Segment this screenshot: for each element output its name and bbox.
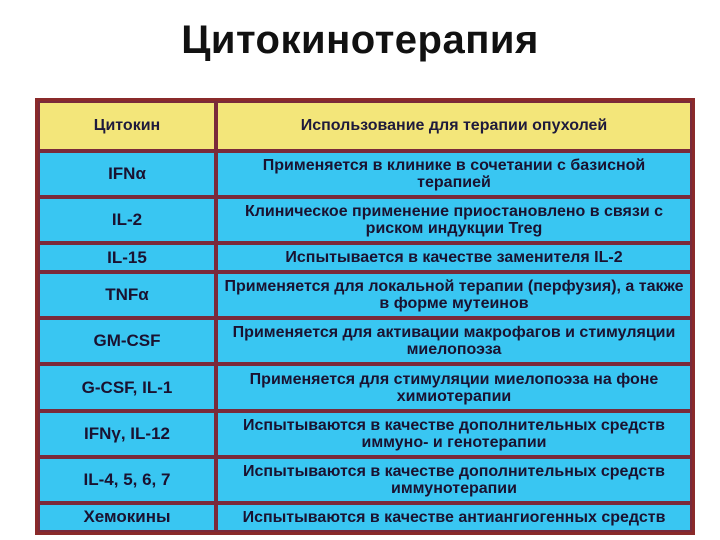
- cytokine-cell: TNFα: [38, 272, 216, 318]
- header-use: Использование для терапии опухолей: [216, 101, 692, 151]
- use-cell: Применяется в клинике в сочетании с базисной терапией: [216, 151, 692, 197]
- use-cell: Испытываются в качестве дополнительных средств иммунотерапии: [216, 457, 692, 503]
- use-cell: Применяется для локальной терапии (перфузия), а также в форме мутеинов: [216, 272, 692, 318]
- table-row: [38, 411, 692, 457]
- use-cell: Клиническое применение приостановлено в связи с риском индукции Treg: [216, 197, 692, 243]
- cytokine-table-frame: [35, 98, 695, 535]
- page-title: Цитокинотерапия: [181, 18, 539, 62]
- use-cell: Применяется для стимуляции миелопоэза на фоне химиотерапии: [216, 364, 692, 410]
- cytokine-cell: IFNγ, IL-12: [38, 411, 216, 457]
- table-row: [38, 151, 692, 197]
- cytokine-cell: IL-4, 5, 6, 7: [38, 457, 216, 503]
- table-row: [38, 197, 692, 243]
- table-row: [38, 318, 692, 364]
- table-header-row: [38, 101, 692, 151]
- cytokine-cell: GM-CSF: [38, 318, 216, 364]
- cytokine-cell: IFNα: [38, 151, 216, 197]
- cytokine-cell: IL-2: [38, 197, 216, 243]
- use-cell: Испытываются в качестве дополнительных средств иммуно- и генотерапии: [216, 411, 692, 457]
- cytokine-table: [38, 101, 692, 532]
- table-row: [38, 243, 692, 272]
- table-row: [38, 364, 692, 410]
- use-cell: Испытываются в качестве антиангиогенных средств: [216, 503, 692, 532]
- header-cytokine: Цитокин: [38, 101, 216, 151]
- use-cell: Испытывается в качестве заменителя IL-2: [216, 243, 692, 272]
- table-row: [38, 272, 692, 318]
- cytokine-cell: Хемокины: [38, 503, 216, 532]
- table-row: [38, 457, 692, 503]
- cytokine-cell: G-CSF, IL-1: [38, 364, 216, 410]
- cytokine-cell: IL-15: [38, 243, 216, 272]
- table-row: [38, 503, 692, 532]
- use-cell: Применяется для активации макрофагов и стимуляции миелопоэза: [216, 318, 692, 364]
